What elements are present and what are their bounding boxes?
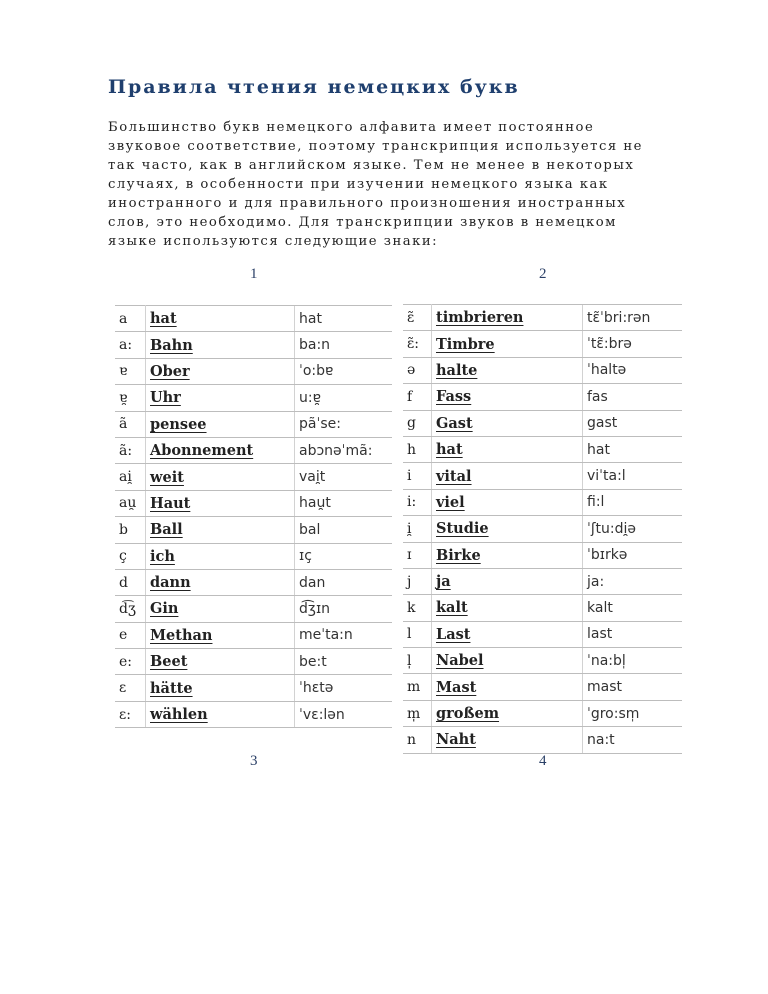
example-word: Ober — [146, 358, 295, 384]
table-row — [115, 675, 392, 701]
table-row — [115, 569, 392, 595]
example-word: Studie — [432, 516, 583, 542]
transcription: fi:l — [583, 489, 683, 515]
example-word: Birke — [432, 542, 583, 568]
sound-symbol: l — [403, 621, 432, 647]
example-word: pensee — [146, 411, 295, 437]
example-word: ja — [432, 568, 583, 594]
transcription: ɪç — [295, 543, 393, 569]
table-row — [115, 437, 392, 463]
sound-symbol: ɛ — [115, 675, 146, 701]
example-word: Mast — [432, 674, 583, 700]
transcription: hat — [295, 306, 393, 332]
sound-symbol: ɐ — [115, 358, 146, 384]
table-row — [403, 542, 682, 568]
example-word: ich — [146, 543, 295, 569]
intro-line: звуковое соответствие, поэтому транскрипция используется не — [108, 139, 643, 154]
example-word: vital — [432, 463, 583, 489]
sound-symbol: m̩ — [403, 700, 432, 726]
phonetic-table-left — [115, 305, 392, 728]
table-row — [403, 727, 682, 753]
example-word: Methan — [146, 622, 295, 648]
table-row — [115, 385, 392, 411]
sound-symbol: j — [403, 568, 432, 594]
transcription: hau̯t — [295, 490, 393, 516]
sound-symbol: e — [115, 622, 146, 648]
example-word: Abonnement — [146, 437, 295, 463]
sound-symbol: ɛ̃ — [403, 305, 432, 331]
intro-line: Большинство букв немецкого алфавита имеет постоянное — [108, 120, 595, 135]
example-word: halte — [432, 357, 583, 383]
table-row — [115, 358, 392, 384]
example-word: Ball — [146, 517, 295, 543]
example-word: Fass — [432, 384, 583, 410]
table-row — [403, 621, 682, 647]
table-row — [403, 463, 682, 489]
sound-symbol: f — [403, 384, 432, 410]
table-row — [115, 411, 392, 437]
transcription: na:t — [583, 727, 683, 753]
sound-symbol: e: — [115, 649, 146, 675]
intro-line: языке используются следующие знаки: — [108, 234, 439, 249]
intro-line: слов, это необходимо. Для транскрипции звуков в немецком — [108, 215, 617, 230]
transcription: fas — [583, 384, 683, 410]
example-word: Beet — [146, 649, 295, 675]
table-row — [115, 596, 392, 622]
transcription: ˈbɪrkə — [583, 542, 683, 568]
example-word: viel — [432, 489, 583, 515]
table-row — [403, 516, 682, 542]
sound-symbol: ɪ — [403, 542, 432, 568]
example-word: Last — [432, 621, 583, 647]
transcription: ˈʃtu:di̯ə — [583, 516, 683, 542]
sound-symbol: d͡ʒ — [115, 596, 146, 622]
example-word: Naht — [432, 727, 583, 753]
sound-symbol: au̯ — [115, 490, 146, 516]
example-word: Nabel — [432, 648, 583, 674]
phonetic-table-right — [403, 304, 682, 754]
table-row — [115, 649, 392, 675]
sound-symbol: n — [403, 727, 432, 753]
table-row — [115, 306, 392, 332]
table-row — [115, 622, 392, 648]
table-row — [115, 701, 392, 727]
intro-line: иностранного и для правильного произношения иностранных — [108, 196, 627, 211]
transcription: vai̯t — [295, 464, 393, 490]
table-row — [403, 436, 682, 462]
example-word: dann — [146, 569, 295, 595]
transcription: be:t — [295, 649, 393, 675]
example-word: Gin — [146, 596, 295, 622]
example-word: Timbre — [432, 331, 583, 357]
transcription: ˈvɛ:lən — [295, 701, 393, 727]
table-row — [403, 357, 682, 383]
table-row — [403, 384, 682, 410]
example-word: kalt — [432, 595, 583, 621]
example-word: Gast — [432, 410, 583, 436]
table-row — [403, 674, 682, 700]
transcription: ˈhaltə — [583, 357, 683, 383]
transcription: bal — [295, 517, 393, 543]
transcription: gast — [583, 410, 683, 436]
table-row — [403, 489, 682, 515]
example-word: wählen — [146, 701, 295, 727]
sound-symbol: ã — [115, 411, 146, 437]
intro-line: так часто, как в английском языке. Тем не менее в некоторых — [108, 158, 635, 173]
page-number-1: 1 — [250, 266, 258, 282]
table-row — [115, 464, 392, 490]
transcription: ˈo:bɐ — [295, 358, 393, 384]
example-word: hat — [432, 436, 583, 462]
transcription: pãˈse: — [295, 411, 393, 437]
sound-symbol: b — [115, 517, 146, 543]
table-row — [115, 490, 392, 516]
sound-symbol: ɛ: — [115, 701, 146, 727]
sound-symbol: ai̯ — [115, 464, 146, 490]
transcription: kalt — [583, 595, 683, 621]
table-row — [403, 700, 682, 726]
sound-symbol: i — [403, 463, 432, 489]
sound-symbol: a — [115, 306, 146, 332]
transcription: d͡ʒɪn — [295, 596, 393, 622]
example-word: Uhr — [146, 385, 295, 411]
sound-symbol: ç — [115, 543, 146, 569]
transcription: mast — [583, 674, 683, 700]
sound-symbol: ã: — [115, 437, 146, 463]
transcription: tɛ̃ˈbri:rən — [583, 305, 683, 331]
example-word: Bahn — [146, 332, 295, 358]
table-row — [115, 332, 392, 358]
sound-symbol: ə — [403, 357, 432, 383]
page-title: Правила чтения немецких букв — [108, 76, 520, 98]
table-row — [403, 410, 682, 436]
sound-symbol: m — [403, 674, 432, 700]
page-number-3: 3 — [250, 753, 258, 769]
table-row — [403, 331, 682, 357]
transcription: ba:n — [295, 332, 393, 358]
example-word: großem — [432, 700, 583, 726]
sound-symbol: i: — [403, 489, 432, 515]
table-row — [403, 305, 682, 331]
table-row — [403, 568, 682, 594]
sound-symbol: ɛ̃: — [403, 331, 432, 357]
transcription: abɔnəˈmã: — [295, 437, 393, 463]
sound-symbol: h — [403, 436, 432, 462]
sound-symbol: d — [115, 569, 146, 595]
transcription: hat — [583, 436, 683, 462]
example-word: timbrieren — [432, 305, 583, 331]
transcription: ˈgro:sm̩ — [583, 700, 683, 726]
sound-symbol: ɐ̯ — [115, 385, 146, 411]
transcription: ja: — [583, 568, 683, 594]
transcription: viˈta:l — [583, 463, 683, 489]
table-row — [115, 543, 392, 569]
transcription: ˈna:bl̩ — [583, 648, 683, 674]
sound-symbol: l̩ — [403, 648, 432, 674]
intro-paragraph — [108, 118, 698, 251]
transcription: meˈta:n — [295, 622, 393, 648]
example-word: hätte — [146, 675, 295, 701]
transcription: u:ɐ̯ — [295, 385, 393, 411]
transcription: ˈtɛ̃:brə — [583, 331, 683, 357]
example-word: weit — [146, 464, 295, 490]
transcription: dan — [295, 569, 393, 595]
table-row — [115, 517, 392, 543]
page-number-4: 4 — [539, 753, 547, 769]
intro-line: случаях, в особенности при изучении немецкого языка как — [108, 177, 609, 192]
sound-symbol: k — [403, 595, 432, 621]
sound-symbol: i̯ — [403, 516, 432, 542]
transcription: ˈhɛtə — [295, 675, 393, 701]
table-row — [403, 648, 682, 674]
page-number-2: 2 — [539, 266, 547, 282]
example-word: hat — [146, 306, 295, 332]
sound-symbol: a: — [115, 332, 146, 358]
sound-symbol: g — [403, 410, 432, 436]
table-row — [403, 595, 682, 621]
transcription: last — [583, 621, 683, 647]
example-word: Haut — [146, 490, 295, 516]
